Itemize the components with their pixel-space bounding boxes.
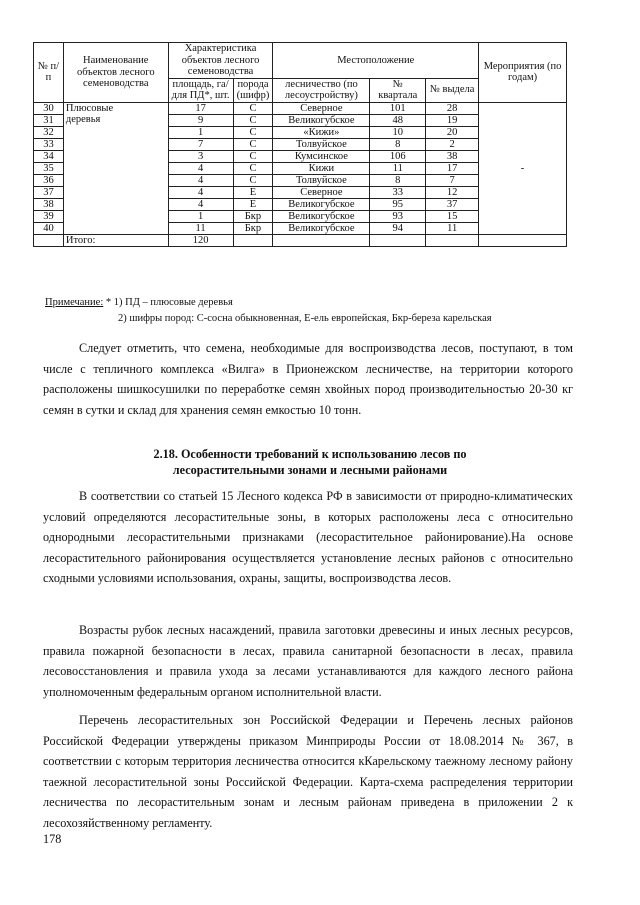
note-text-1: * 1) ПД – плюсовые деревья bbox=[105, 297, 233, 308]
table-row bbox=[34, 102, 567, 114]
cell-forestry: Кижи bbox=[273, 162, 370, 174]
cell-species: С bbox=[233, 174, 273, 186]
cell-area: 4 bbox=[168, 162, 233, 174]
cell-quarter: 11 bbox=[370, 162, 426, 174]
paragraph-seeds: Следует отметить, что семена, необходимые для воспроизводства лесов, поступают, в том числе с тепличного комплекса «Вилга» в Прионежском лесничестве, на территории которого расположены шишкосушилки по переработке семян хвойных пород производительностью 20-30 кг семян в сутки и склад для хранения семян емкостью 10 тонн. bbox=[43, 341, 573, 417]
header-forestry: лесничество (по лесоустройству) bbox=[273, 78, 370, 102]
header-area: площадь, га/ для ПД*, шт. bbox=[168, 78, 233, 102]
cell-section: 20 bbox=[426, 126, 479, 138]
header-location: Местоположение bbox=[273, 43, 479, 79]
cell-forestry: «Кижи» bbox=[273, 126, 370, 138]
cell-quarter: 8 bbox=[370, 138, 426, 150]
header-name: Наименование объектов лесного семеноводства bbox=[63, 43, 168, 103]
cell-area: 4 bbox=[168, 174, 233, 186]
cell-forestry: Толвуйское bbox=[273, 174, 370, 186]
cell-species: С bbox=[233, 138, 273, 150]
cell-area: 11 bbox=[168, 222, 233, 234]
cell-forestry: Великогубское bbox=[273, 210, 370, 222]
cell-area: 4 bbox=[168, 198, 233, 210]
header-quarter: № квартала bbox=[370, 78, 426, 102]
cell-forestry: Северное bbox=[273, 102, 370, 114]
cell-measures: - bbox=[479, 102, 567, 234]
cell-species: С bbox=[233, 126, 273, 138]
cell-quarter: 94 bbox=[370, 222, 426, 234]
cell-species: С bbox=[233, 162, 273, 174]
paragraph-rules: Возрасты рубок лесных насаждений, правила заготовки древесины и иных лесных ресурсов, правила пожарной безопасности в лесах, правила санитарной безопасности в лесах, правила лесовосстановления и правила ухода за лесами устанавливаются для каждого лесного района уполномоченным федеральным органом исполнительной власти. bbox=[43, 623, 573, 699]
cell-forestry: Великогубское bbox=[273, 114, 370, 126]
cell-area: 17 bbox=[168, 102, 233, 114]
cell-species: С bbox=[233, 114, 273, 126]
page-number: 178 bbox=[43, 832, 62, 846]
total-row bbox=[34, 234, 567, 246]
cell-num: 32 bbox=[34, 126, 64, 138]
cell-quarter: 10 bbox=[370, 126, 426, 138]
note-label: Примечание: bbox=[45, 297, 104, 308]
header-num: № п/п bbox=[34, 43, 64, 103]
cell-section: 2 bbox=[426, 138, 479, 150]
cell-section: 7 bbox=[426, 174, 479, 186]
cell-num: 34 bbox=[34, 150, 64, 162]
cell-forestry: Кумсинское bbox=[273, 150, 370, 162]
cell-area: 4 bbox=[168, 186, 233, 198]
cell-forestry: Великогубское bbox=[273, 222, 370, 234]
cell-section: 11 bbox=[426, 222, 479, 234]
cell-species: С bbox=[233, 102, 273, 114]
cell-section: 37 bbox=[426, 198, 479, 210]
header-characteristics: Характеристика объектов лесного семеноводства bbox=[168, 43, 273, 79]
cell-object-name bbox=[63, 102, 168, 234]
cell-num: 30 bbox=[34, 102, 64, 114]
cell-species: Е bbox=[233, 198, 273, 210]
cell-area: 7 bbox=[168, 138, 233, 150]
cell-section: 15 bbox=[426, 210, 479, 222]
cell-num: 35 bbox=[34, 162, 64, 174]
cell-section: 12 bbox=[426, 186, 479, 198]
paragraph-list: Перечень лесорастительных зон Российской Федерации и Перечень лесных районов Российской Федерации утверждены приказом Минприроды России от 18.08.2014 № 367, в соответствии с которым территория лесничества относится кКарельскому таежному лесному району таежной лесорастительной зоны Российской Федерации. Карта-схема распределения территории лесничества по лесорастительным зонам и лесным районам приведена в приложении 2 к лесохозяйственному регламенту. bbox=[43, 713, 573, 830]
cell-quarter: 8 bbox=[370, 174, 426, 186]
object-name-line-2: деревья bbox=[65, 113, 101, 125]
cell-section: 17 bbox=[426, 162, 479, 174]
object-name-line-1: Плюсовые bbox=[65, 102, 114, 114]
note-line-1 bbox=[45, 297, 233, 308]
cell-area: 3 bbox=[168, 150, 233, 162]
cell-num: 39 bbox=[34, 210, 64, 222]
cell-forestry: Толвуйское bbox=[273, 138, 370, 150]
cell-quarter: 48 bbox=[370, 114, 426, 126]
header-species: порода (шифр) bbox=[233, 78, 273, 102]
paragraph-zones: В соответствии со статьей 15 Лесного кодекса РФ в зависимости от природно-климатических условий определяются лесорастительные зоны, в которых расположены леса с относительно однородными лесорастительными признаками (лесорастительное районирование).На основе лесорастительного районирования осуществляется установление лесных районов с относительно сходными условиями использования, охраны, защиты, воспроизводства лесов. bbox=[43, 489, 573, 586]
cell-species: Бкр bbox=[233, 222, 273, 234]
cell-num: 31 bbox=[34, 114, 64, 126]
cell-area: 9 bbox=[168, 114, 233, 126]
cell-forestry: Северное bbox=[273, 186, 370, 198]
total-label: Итого: bbox=[63, 234, 168, 246]
cell-section: 28 bbox=[426, 102, 479, 114]
cell-forestry: Великогубское bbox=[273, 198, 370, 210]
cell-num: 40 bbox=[34, 222, 64, 234]
seed-objects-table bbox=[33, 42, 567, 247]
header-section: № выдела bbox=[426, 78, 479, 102]
cell-num: 38 bbox=[34, 198, 64, 210]
table-body bbox=[34, 102, 567, 246]
cell-species: Е bbox=[233, 186, 273, 198]
section-heading bbox=[80, 446, 540, 478]
cell-section: 38 bbox=[426, 150, 479, 162]
heading-line-1: 2.18. Особенности требований к использованию лесов по bbox=[153, 447, 467, 461]
cell-quarter: 101 bbox=[370, 102, 426, 114]
cell-num: 37 bbox=[34, 186, 64, 198]
total-value: 120 bbox=[168, 234, 233, 246]
cell-quarter: 106 bbox=[370, 150, 426, 162]
header-measures: Мероприятия (по годам) bbox=[479, 43, 567, 103]
cell-species: Бкр bbox=[233, 210, 273, 222]
cell-area: 1 bbox=[168, 210, 233, 222]
cell-quarter: 33 bbox=[370, 186, 426, 198]
heading-line-2: лесорастительными зонами и лесными районами bbox=[172, 463, 448, 477]
note-text-2: 2) шифры пород: С-сосна обыкновенная, Е-ель европейская, Бкр-береза карельская bbox=[118, 313, 492, 324]
cell-quarter: 93 bbox=[370, 210, 426, 222]
cell-num: 36 bbox=[34, 174, 64, 186]
cell-num: 33 bbox=[34, 138, 64, 150]
cell-section: 19 bbox=[426, 114, 479, 126]
cell-species: С bbox=[233, 150, 273, 162]
cell-area: 1 bbox=[168, 126, 233, 138]
cell-quarter: 95 bbox=[370, 198, 426, 210]
